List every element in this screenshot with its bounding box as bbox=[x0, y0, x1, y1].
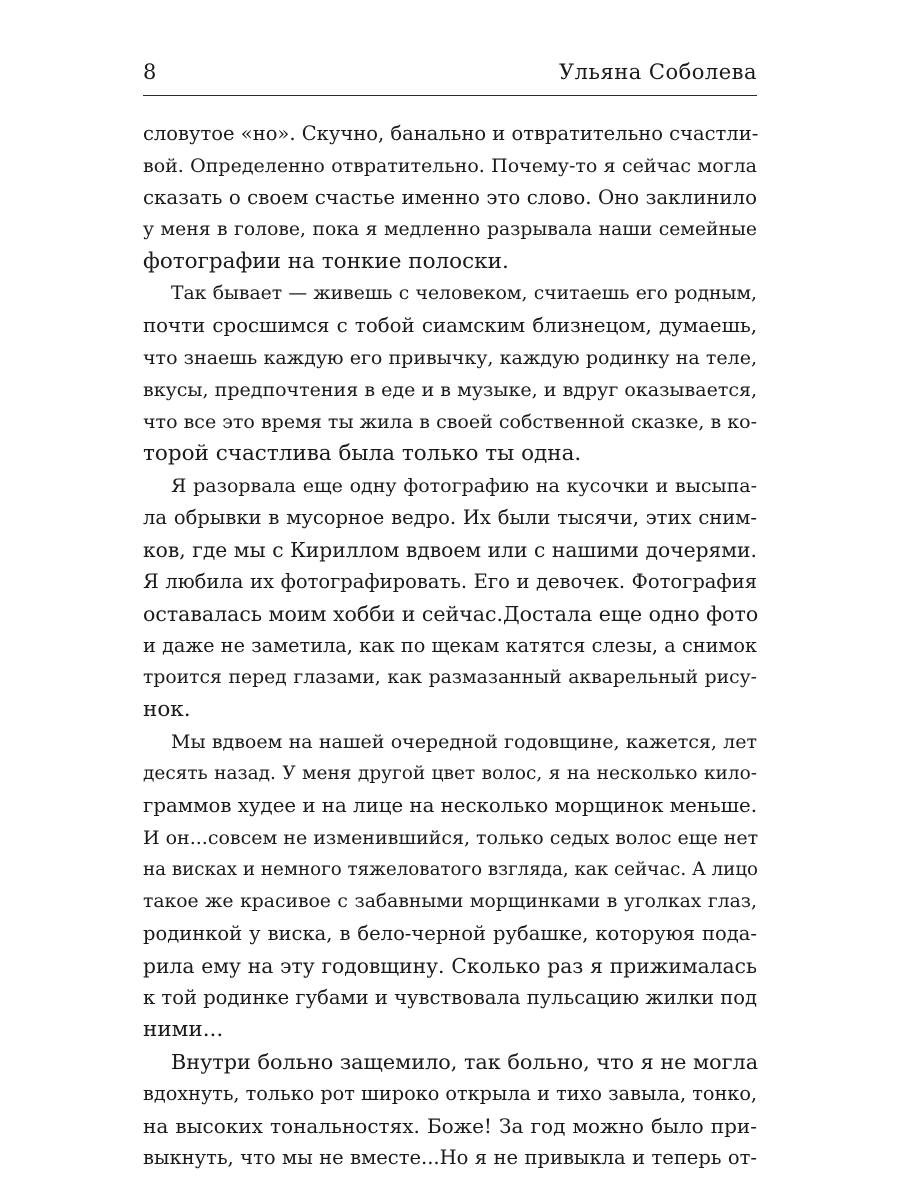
text-line: ла обрывки в мусорное ведро. Их были тысячи, этих сним- bbox=[143, 506, 757, 529]
text-line: Я любила их фотографировать. Его и девочек. Фотография bbox=[143, 570, 757, 593]
text-line: Мы вдвоем на нашей очередной годовщине, кажется, лет bbox=[171, 731, 757, 753]
text-line: на высоких тональностях. Боже! За год можно было при- bbox=[143, 1114, 757, 1138]
page-number: 8 bbox=[143, 60, 157, 84]
text-line: рила ему на эту годовщину. Сколько раз я прижималась bbox=[143, 954, 757, 978]
text-line: у меня в голове, пока я медленно разрывала наши семейные bbox=[143, 219, 757, 240]
body-text bbox=[143, 118, 757, 1174]
text-line: такое же красивое с забавными морщинками в уголках глаз, bbox=[143, 891, 757, 912]
text-line: родинкой у виска, в бело-черной рубашке, которуюя пода- bbox=[143, 922, 757, 945]
text-line: вдохнуть, только рот широко открыла и тихо завыла, тонко, bbox=[143, 1082, 758, 1105]
text-line: к той родинке губами и чувствовала пульсацию жилки под bbox=[143, 986, 757, 1009]
text-line: фотографии на тонкие полоски. bbox=[143, 249, 509, 274]
text-line: И он...совсем не изменившийся, только седых волос еще нет bbox=[143, 827, 759, 849]
text-line: на висках и немного тяжеловатого взгляда, как сейчас. А лицо bbox=[143, 859, 759, 880]
text-line: нок. bbox=[143, 697, 191, 722]
text-line: десять назад. У меня другой цвет волос, я на несколько кило- bbox=[143, 763, 757, 784]
text-line: выкнуть, что мы не вместе...Но я не привыкла и теперь от- bbox=[143, 1146, 757, 1169]
text-line: Внутри больно защемило, так больно, что я не могла bbox=[171, 1050, 759, 1074]
text-line: почти сросшимся с тобой сиамским близнецом, думаешь, bbox=[143, 314, 757, 337]
text-line: ков, где мы с Кириллом вдвоем или с нашими дочерями. bbox=[143, 538, 757, 562]
text-line: что знаешь каждую его привычку, каждую родинку на теле, bbox=[143, 347, 757, 369]
text-line: и даже не заметила, как по щекам катятся слезы, а снимок bbox=[143, 634, 757, 657]
text-line: что все это время ты жила в своей собственной сказке, в ко- bbox=[143, 411, 757, 433]
book-page bbox=[143, 60, 757, 1174]
text-line: словутое «но». Скучно, банально и отвратительно счастли- bbox=[143, 122, 759, 145]
text-line: торой счастлива была только ты одна. bbox=[143, 441, 582, 466]
text-line: Так бывает — живешь с человеком, считаешь его родным, bbox=[171, 283, 757, 304]
text-line: троится перед глазами, как размазанный акварельный рису- bbox=[143, 667, 757, 688]
text-line: ними... bbox=[143, 1017, 224, 1042]
text-line: оставалась моим хобби и сейчас.Достала еще одно фото bbox=[143, 602, 759, 626]
text-line: граммов худее и на лице на несколько морщинок меньше. bbox=[143, 794, 757, 817]
text-line: вкусы, предпочтения в еде и в музыке, и вдруг оказывается, bbox=[143, 379, 757, 401]
text-line: сказать о своем счастье именно это слово. Оно заклинило bbox=[143, 186, 757, 209]
running-head bbox=[143, 60, 757, 96]
text-line: вой. Определенно отвратительно. Почему-то я сейчас могла bbox=[143, 155, 757, 177]
author-name: Ульяна Соболева bbox=[559, 60, 757, 84]
text-line: Я разорвала еще одну фотографию на кусочки и высыпа- bbox=[171, 475, 757, 497]
